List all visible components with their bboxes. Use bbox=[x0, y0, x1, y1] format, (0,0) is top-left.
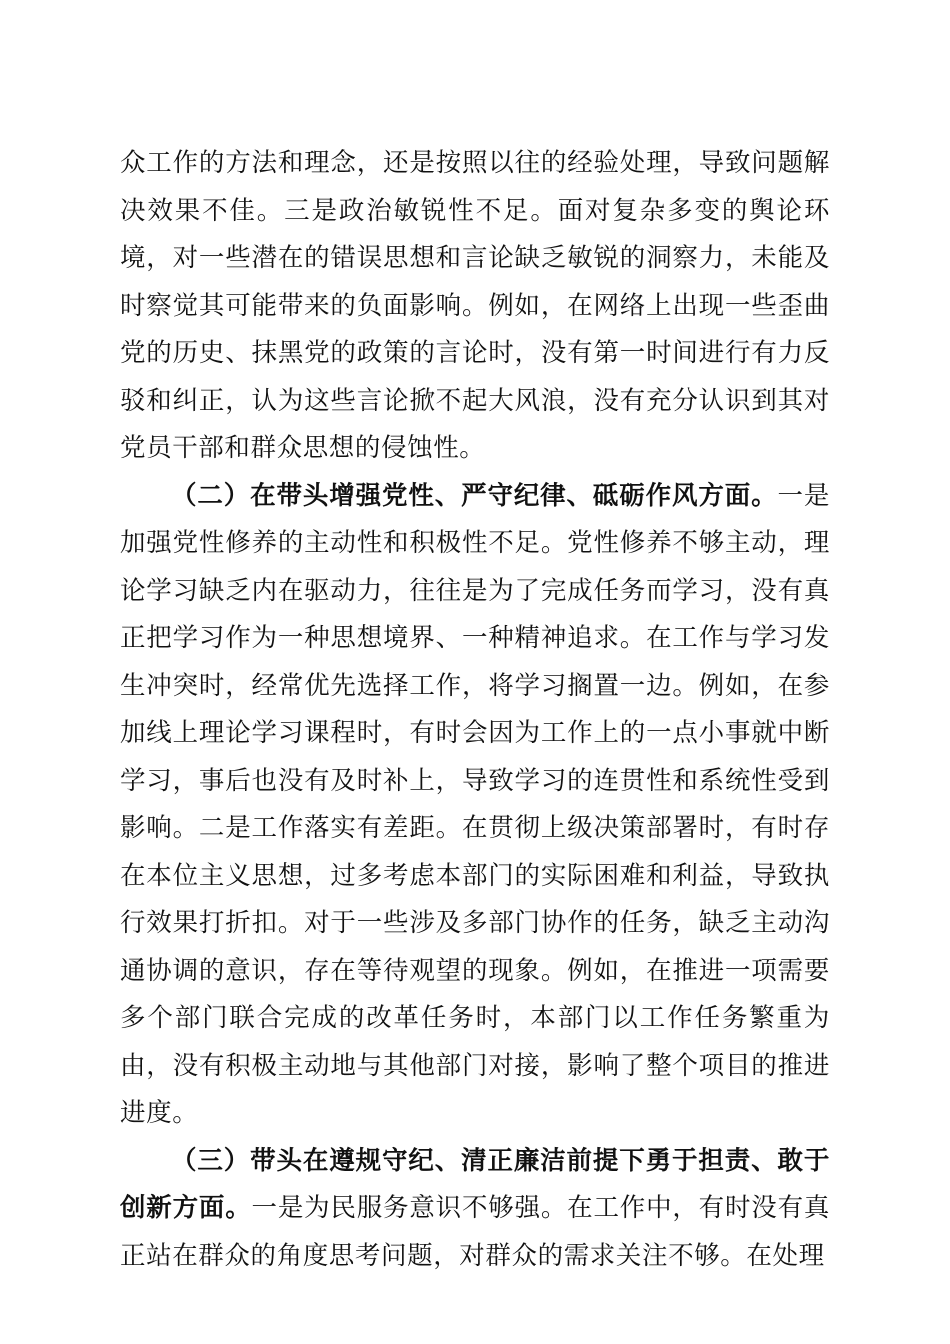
document-body bbox=[120, 140, 830, 1280]
section-heading-3: （三）带头在遵规守纪、清正廉洁前提下勇于担责、敢于创新方面。 bbox=[120, 1145, 830, 1223]
paragraph-2-text: 一是加强党性修养的主动性和积极性不足。党性修养不够主动，理论学习缺乏内在驱动力，往往是为了完成任务而学习，没有真正把学习作为一种思想境界、一种精神追求。在工作与学习发生冲突时，经常优先选择工作，将学习搁置一边。例如，在参加线上理论学习课程时，有时会因为工作上的一点小事就中断学习，事后也没有及时补上，导致学习的连贯性和系统性受到影响。二是工作落实有差距。在贯彻上级决策部署时，有时存在本位主义思想，过多考虑本部门的实际困难和利益，导致执行效果打折扣。对于一些涉及多部门协作的任务，缺乏主动沟通协调的意识，存在等待观望的现象。例如，在推进一项需要多个部门联合完成的改革任务时，本部门以工作任务繁重为由，没有积极主动地与其他部门对接，影响了整个项目的推进进度。 bbox=[120, 480, 830, 1128]
paragraph-1 bbox=[120, 140, 830, 473]
paragraph-2 bbox=[120, 473, 830, 1138]
paragraph-3-text: 一是为民服务意识不够强。在工作中，有时没有真正站在群众的角度思考问题，对群众的需求关注不够。在处理 bbox=[120, 1193, 830, 1271]
section-heading-2: （二）在带头增强党性、严守纪律、砥砺作风方面。 bbox=[171, 480, 778, 511]
paragraph-3 bbox=[120, 1138, 830, 1281]
paragraph-1-text: 众工作的方法和理念，还是按照以往的经验处理，导致问题解决效果不佳。三是政治敏锐性不足。面对复杂多变的舆论环境，对一些潜在的错误思想和言论缺乏敏锐的洞察力，未能及时察觉其可能带来的负面影响。例如，在网络上出现一些歪曲党的历史、抹黑党的政策的言论时，没有第一时间进行有力反驳和纠正，认为这些言论掀不起大风浪，没有充分认识到其对党员干部和群众思想的侵蚀性。 bbox=[120, 148, 830, 463]
